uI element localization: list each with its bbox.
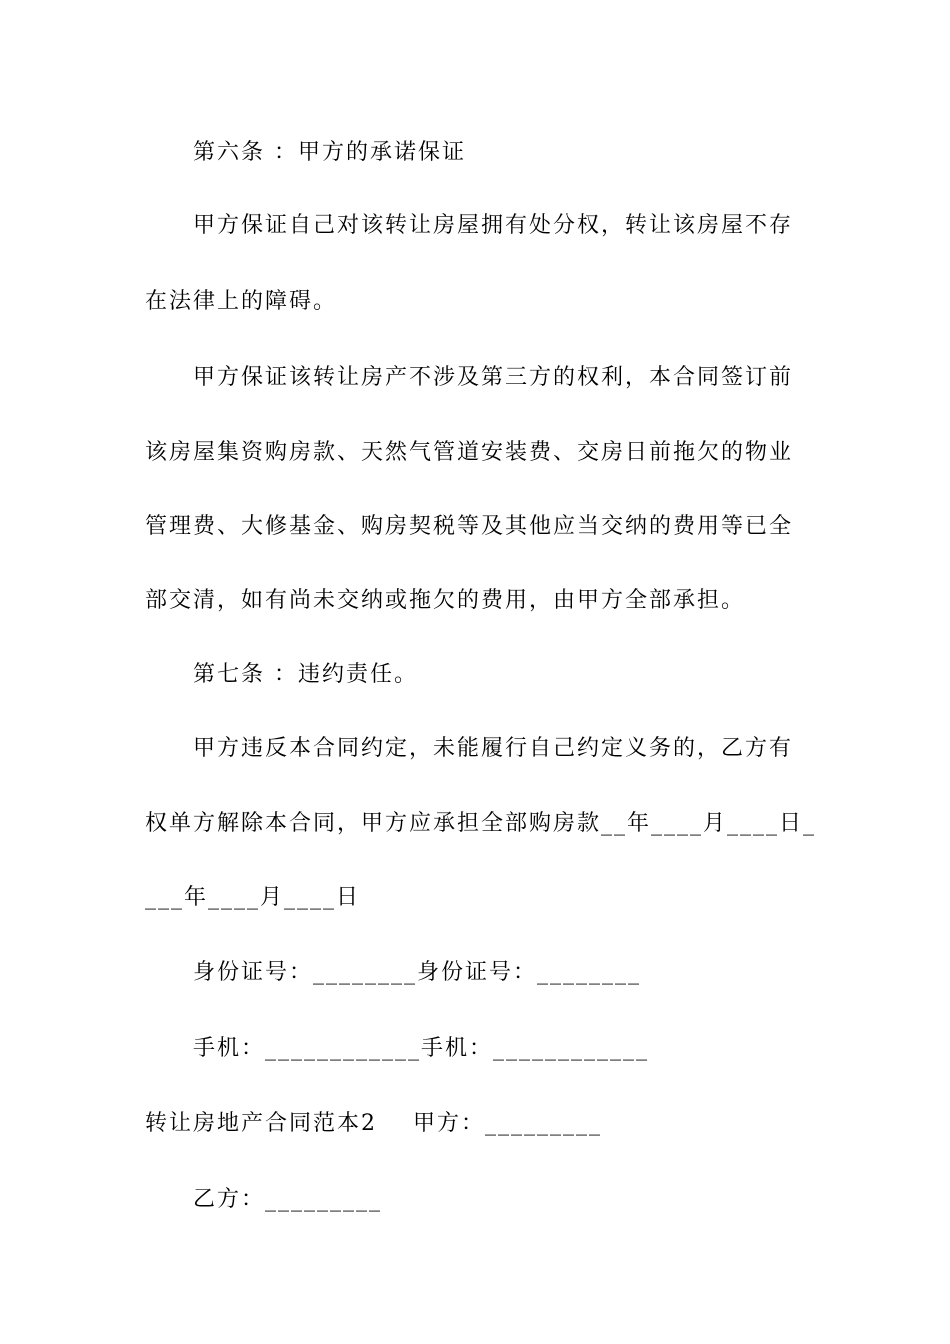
- party-b-line: 乙方：_________: [193, 1187, 383, 1212]
- id-number-line: 身份证号：________身份证号：________: [193, 960, 642, 985]
- paragraph-line: 甲方保证自己对该转让房屋拥有处分权，转让该房屋不存: [193, 213, 794, 238]
- paragraph-line: 管理费、大修基金、购房契税等及其他应当交纳的费用等已全: [145, 514, 794, 539]
- paragraph-line: 该房屋集资购房款、天然气管道安装费、交房日前拖欠的物业: [145, 440, 794, 465]
- template-2-party-a-line: 转让房地产合同范本2 甲方：_________: [145, 1111, 602, 1136]
- paragraph-line: 在法律上的障碍。: [145, 289, 338, 314]
- date-line: ___年____月____日: [145, 885, 361, 910]
- paragraph-line: 部交清，如有尚未交纳或拖欠的费用，由甲方全部承担。: [145, 588, 746, 613]
- phone-line: 手机：____________手机：____________: [193, 1036, 650, 1061]
- article-6-heading: 第六条 ：甲方的承诺保证: [193, 140, 466, 165]
- paragraph-line: 甲方违反本合同约定，未能履行自己约定义务的，乙方有: [193, 736, 794, 761]
- article-7-heading: 第七条 ：违约责任。: [193, 662, 418, 687]
- paragraph-line: 甲方保证该转让房产不涉及第三方的权利，本合同签订前: [193, 365, 794, 390]
- paragraph-line: 权单方解除本合同，甲方应承担全部购房款__年____月____日_: [145, 811, 817, 836]
